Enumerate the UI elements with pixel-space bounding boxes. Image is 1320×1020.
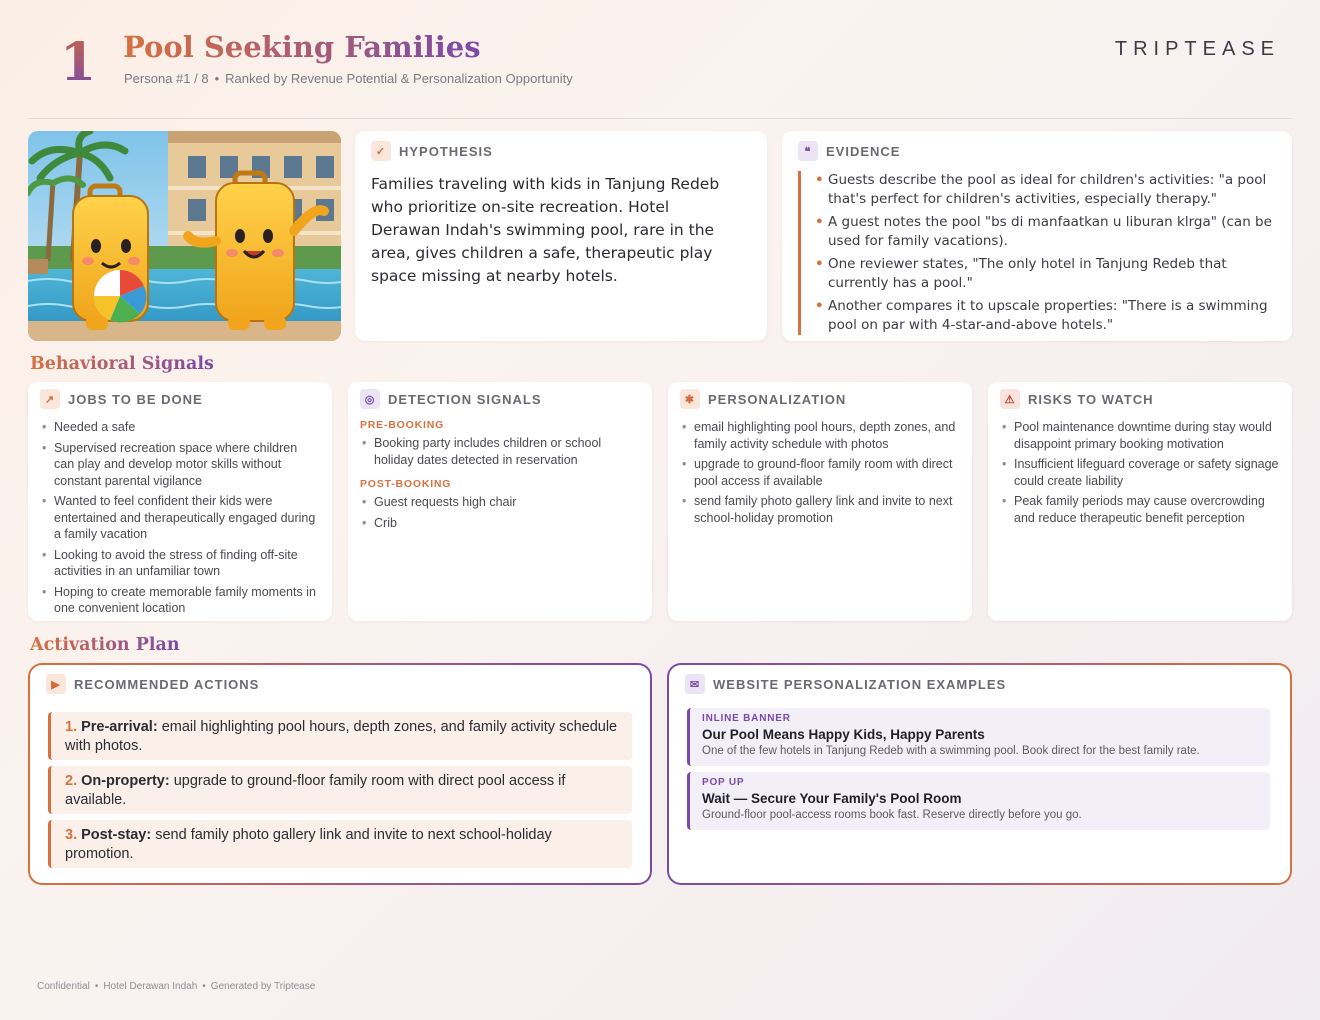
website-header bbox=[685, 674, 1274, 694]
list-item: • Supervised recreation space where children can play and develop motor skills without constant parental vigilance bbox=[40, 440, 320, 490]
action-heading: Pre-arrival: bbox=[81, 719, 158, 735]
action-heading: On-property: bbox=[81, 773, 170, 789]
page-title: Pool Seeking Families bbox=[123, 30, 481, 64]
personalization-list bbox=[680, 419, 960, 526]
hypothesis-label: HYPOTHESIS bbox=[399, 143, 493, 159]
hypothesis-text: Families traveling with kids in Tanjung Redeb who prioritize on-site recreation. Hotel Derawan Indah's swimming pool, rare in the area, gives children a safe, therapeutic play space missing at nearby hotels. bbox=[371, 175, 720, 285]
example-type: INLINE BANNER bbox=[702, 713, 791, 724]
post-booking-label: POST-BOOKING bbox=[360, 478, 452, 490]
list-item: • Pool maintenance downtime during stay would disappoint primary booking motivation bbox=[1000, 419, 1280, 452]
action-number: 1. bbox=[65, 719, 78, 735]
pre-booking-label: PRE-BOOKING bbox=[360, 419, 445, 431]
jobs-label: JOBS TO BE DONE bbox=[68, 391, 203, 407]
ranking-note: Ranked by Revenue Potential & Personalization Opportunity bbox=[225, 71, 573, 86]
behavioral-signals-title: Behavioral Signals bbox=[30, 354, 214, 374]
mail-icon: ✉ bbox=[685, 674, 705, 694]
action-item bbox=[48, 712, 632, 760]
action-text: upgrade to ground-floor family room with direct pool access if available. bbox=[65, 773, 566, 808]
action-item bbox=[48, 766, 632, 814]
list-item: • Crib bbox=[360, 515, 640, 532]
evidence-item: • Guests describe the pool as ideal for children's activities: "a pool that's perfect for children's activities, especially therapy." bbox=[815, 171, 1276, 209]
example-body: Ground-floor pool-access rooms book fast. Reserve directly before you go. bbox=[702, 809, 1082, 821]
evidence-item: • Another compares it to upscale properties: "There is a swimming pool on par with 4-star-and-above hotels." bbox=[815, 297, 1276, 335]
evidence-label: EVIDENCE bbox=[826, 143, 901, 159]
list-item: • Insufficient lifeguard coverage or safety signage could create liability bbox=[1000, 456, 1280, 489]
footer-generated: Generated by Triptease bbox=[210, 981, 316, 992]
list-item: • upgrade to ground-floor family room with direct pool access if available bbox=[680, 456, 960, 489]
example-type: POP UP bbox=[702, 777, 745, 788]
list-item: • email highlighting pool hours, depth zones, and family activity schedule with photos bbox=[680, 419, 960, 452]
action-number: 3. bbox=[65, 827, 78, 843]
evidence-item: • One reviewer states, "The only hotel in Tanjung Redeb that currently has a pool." bbox=[815, 255, 1276, 293]
example-title: Wait — Secure Your Family's Pool Room bbox=[702, 791, 962, 806]
website-label: WEBSITE PERSONALIZATION EXAMPLES bbox=[713, 676, 1007, 692]
actions-header bbox=[46, 674, 634, 694]
example-item bbox=[687, 708, 1270, 766]
jobs-list bbox=[40, 419, 320, 617]
check-icon: ✓ bbox=[371, 141, 391, 161]
list-item: • Looking to avoid the stress of finding off-site activities in an unfamiliar town bbox=[40, 547, 320, 580]
pre-booking-list bbox=[360, 435, 640, 468]
subtitle-separator: • bbox=[214, 71, 220, 86]
example-item bbox=[687, 772, 1270, 830]
list-item: • Peak family periods may cause overcrowding and reduce therapeutic benefit perception bbox=[1000, 493, 1280, 526]
warning-icon: ⚠ bbox=[1000, 389, 1020, 409]
page-subtitle bbox=[124, 71, 573, 86]
action-number: 2. bbox=[65, 773, 78, 789]
detection-header bbox=[360, 389, 640, 409]
persona-rank-number: 1 bbox=[60, 32, 97, 93]
header-divider bbox=[28, 118, 1292, 119]
action-heading: Post-stay: bbox=[81, 827, 152, 843]
risks-list bbox=[1000, 419, 1280, 526]
list-item: • Needed a safe bbox=[40, 419, 320, 436]
detection-signals-card bbox=[348, 382, 652, 621]
example-body: One of the few hotels in Tanjung Redeb with a swimming pool. Book direct for the best family rate. bbox=[702, 745, 1200, 757]
evidence-item: • A guest notes the pool "bs di manfaatkan u liburan klrga" (can be used for family vacations). bbox=[815, 213, 1276, 251]
persona-illustration bbox=[28, 131, 341, 341]
footer-confidential: Confidential bbox=[37, 981, 90, 992]
footer-hotel: Hotel Derawan Indah bbox=[103, 981, 198, 992]
example-title: Our Pool Means Happy Kids, Happy Parents bbox=[702, 727, 985, 742]
footer-separator: • bbox=[202, 981, 206, 992]
personalization-label: PERSONALIZATION bbox=[708, 391, 847, 407]
list-item: • Booking party includes children or school holiday dates detected in reservation bbox=[360, 435, 640, 468]
post-booking-list bbox=[360, 494, 640, 531]
examples-list bbox=[687, 708, 1274, 830]
jobs-header bbox=[40, 389, 320, 409]
evidence-header bbox=[798, 141, 1276, 161]
evidence-card bbox=[782, 131, 1292, 341]
risks-card bbox=[988, 382, 1292, 621]
list-item: • send family photo gallery link and invite to next school-holiday promotion bbox=[680, 493, 960, 526]
activation-plan-title: Activation Plan bbox=[30, 635, 180, 655]
risks-header bbox=[1000, 389, 1280, 409]
page-footer bbox=[37, 981, 315, 992]
action-text: send family photo gallery link and invite to next school-holiday promotion. bbox=[65, 827, 552, 862]
jobs-to-be-done-card bbox=[28, 382, 332, 621]
persona-index: Persona #1 / 8 bbox=[124, 71, 209, 86]
personalization-header bbox=[680, 389, 960, 409]
list-item: • Guest requests high chair bbox=[360, 494, 640, 511]
action-text: email highlighting pool hours, depth zones, and family activity schedule with photos. bbox=[65, 719, 618, 754]
actions-label: RECOMMENDED ACTIONS bbox=[74, 676, 260, 692]
list-item: • Wanted to feel confident their kids were entertained and therapeutically engaged during a family vacation bbox=[40, 493, 320, 543]
actions-list bbox=[48, 712, 634, 868]
risks-label: RISKS TO WATCH bbox=[1028, 391, 1154, 407]
recommended-actions-card bbox=[28, 663, 652, 885]
footer-separator: • bbox=[94, 981, 99, 992]
page-header bbox=[60, 28, 1280, 98]
play-icon: ▶ bbox=[46, 674, 66, 694]
website-personalization-card bbox=[667, 663, 1292, 885]
action-item bbox=[48, 820, 632, 868]
target-icon: ◎ bbox=[360, 389, 380, 409]
hypothesis-card bbox=[355, 131, 767, 341]
quote-icon: ❝ bbox=[798, 141, 818, 161]
brand-logo: TRIPTEASE bbox=[1114, 38, 1280, 60]
hypothesis-header bbox=[371, 141, 751, 161]
evidence-list bbox=[798, 171, 1276, 335]
sparkle-icon: ✱ bbox=[680, 389, 700, 409]
detection-label: DETECTION SIGNALS bbox=[388, 391, 542, 407]
personalization-card bbox=[668, 382, 972, 621]
arrow-up-right-icon: ↗ bbox=[40, 389, 60, 409]
list-item: • Hoping to create memorable family moments in one convenient location bbox=[40, 584, 320, 617]
